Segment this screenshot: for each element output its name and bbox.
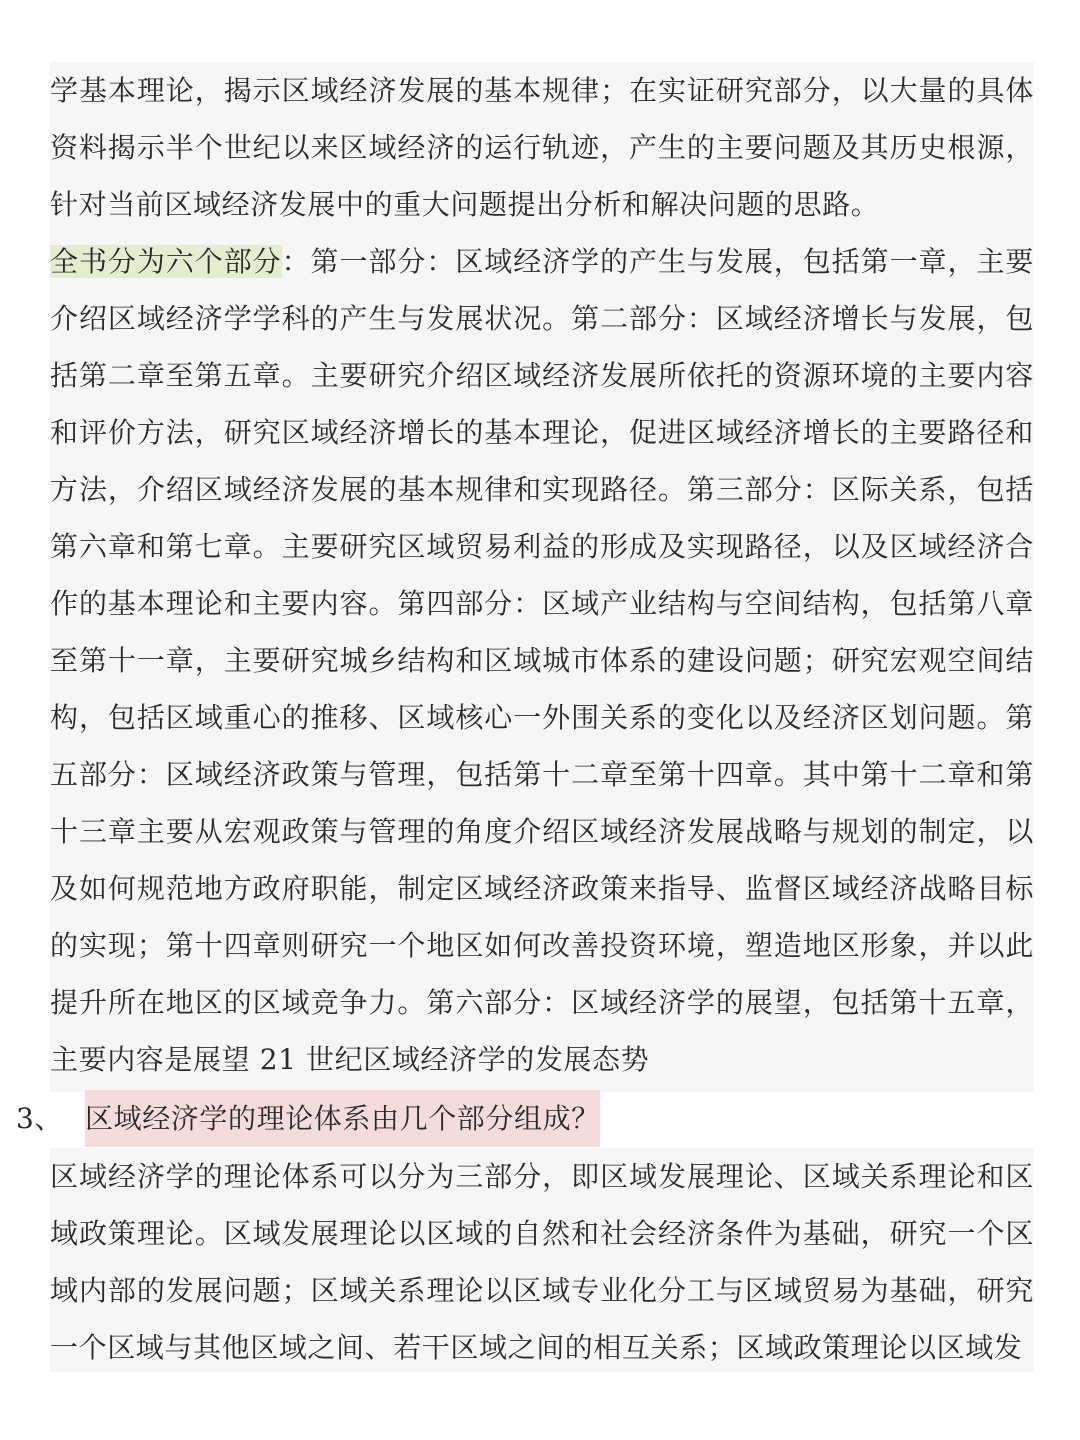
question-heading — [0, 1090, 1080, 1147]
paragraph-book-structure-body: ：第一部分：区域经济学的产生与发展，包括第一章，主要介绍区域经济学学科的产生与发展状况。第二部分：区域经济增长与发展，包括第二章至第五章。主要研究介绍区域经济发展所依托的资源环境的主要内容和评价方法，研究区域经济增长的基本理论，促进区域经济增长的主要路径和方法，介绍区域经济发展的基本规律和实现路径。第三部分：区际关系，包括第六章和第七章。主要研究区域贸易利益的形成及实现路径，以及区域经济合作的基本理论和主要内容。第四部分：区域产业结构与空间结构，包括第八章至第十一章，主要研究城乡结构和区域城市体系的建设问题；研究宏观空间结构，包括区域重心的推移、区域核心一外围关系的变化以及经济区划问题。第五部分：区域经济政策与管理，包括第十二章至第十四章。其中第十二章和第十三章主要从宏观政策与管理的角度介绍区域经济发展战略与规划的制定，以及如何规范地方政府职能，制定区域经济政策来指导、监督区域经济战略目标的实现；第十四章则研究一个地区如何改善投资环境，塑造地区形象，并以此提升所在地区的区域竞争力。第六部分：区域经济学的展望，包括第十五章，主要内容是展望 21 世纪区域经济学的发展态势 — [50, 245, 1034, 1076]
paragraph-research-method: 学基本理论，揭示区域经济发展的基本规律；在实证研究部分，以大量的具体资料揭示半个世纪以来区域经济的运行轨迹，产生的主要问题及其历史根源，针对当前区域经济发展中的重大问题提出分析和解决问题的思路。 — [50, 74, 1034, 221]
question-text: 区域经济学的理论体系由几个部分组成？ — [85, 1090, 600, 1147]
question-number: 3、 — [16, 1102, 64, 1135]
paragraph-book-structure — [50, 233, 1034, 1088]
paragraph-theory-system: 区域经济学的理论体系可以分为三部分，即区域发展理论、区域关系理论和区域政策理论。区域发展理论以区域的自然和社会经济条件为基础，研究一个区域内部的发展问题；区域关系理论以区域专业化分工与区域贸易为基础，研究一个区域与其他区域之间、若干区域之间的相互关系；区域政策理论以区域发 — [50, 1160, 1034, 1364]
highlight-book-parts: 全书分为六个部分 — [50, 245, 282, 278]
